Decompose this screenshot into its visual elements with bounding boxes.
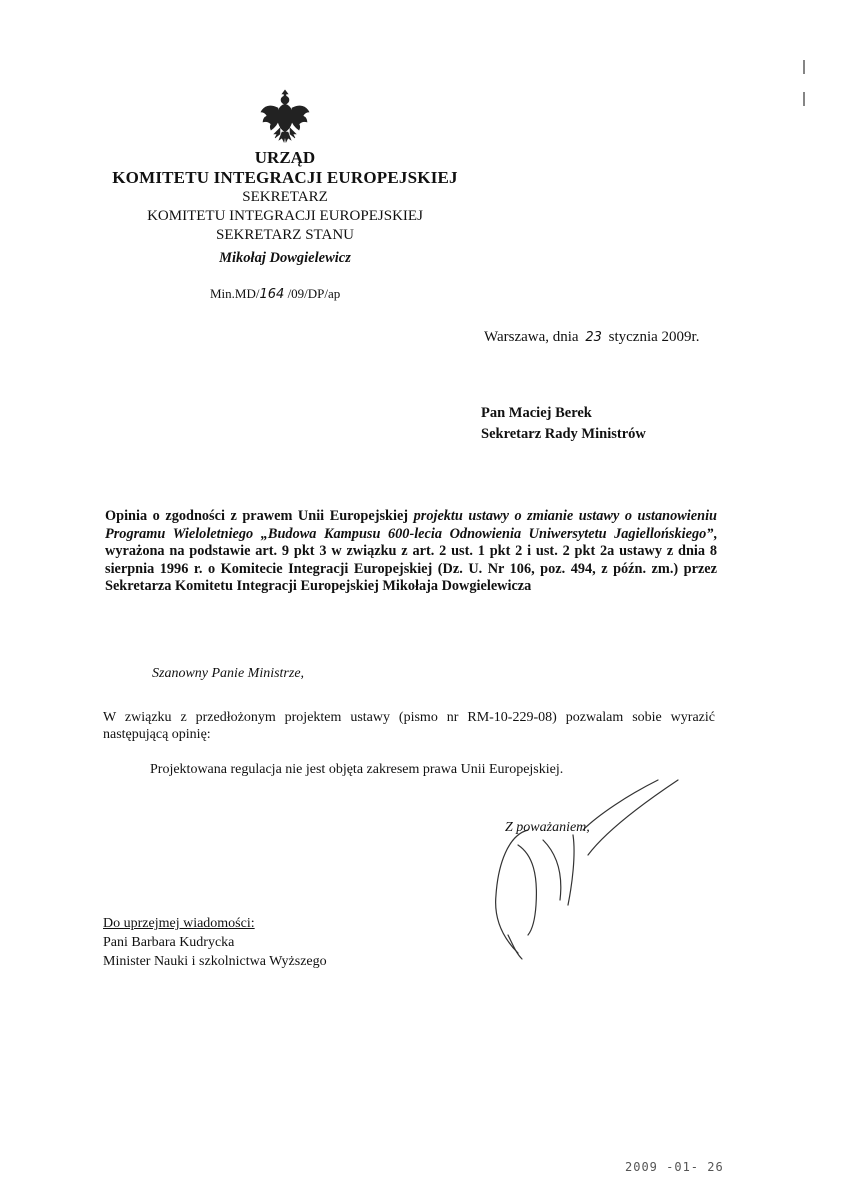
header-signatory-name: Mikołaj Dowgielewicz — [219, 250, 351, 266]
header-line-secretary: SEKRETARZ — [242, 189, 328, 205]
date-day: 23 — [585, 330, 602, 345]
reference-handwritten-number: 164 — [259, 287, 285, 302]
receipt-stamp-date: 2009 -01- 26 — [625, 1160, 724, 1174]
header-line-office: URZĄD — [254, 148, 316, 167]
addressee-block — [481, 403, 646, 445]
polish-eagle-emblem-icon — [258, 88, 312, 144]
cc-block — [103, 914, 327, 971]
letter-date — [484, 329, 699, 346]
cc-recipient-title: Minister Nauki i szkolnictwa Wyższego — [103, 954, 327, 969]
date-suffix: stycznia 2009r. — [608, 329, 700, 345]
subject-part-2-italic: projektu ustawy o zmianie ustawy o ustanowieniu Programu Wieloletniego „Budowa Kampusu 600-lecia Odnowienia Uniwersytetu Jagiellońskiego” — [105, 508, 717, 542]
opinion-statement: Projektowana regulacja nie jest objęta zakresem prawa Unii Europejskiej. — [150, 762, 564, 777]
letterhead — [90, 88, 480, 268]
handwritten-signature — [488, 775, 688, 965]
reference-number — [210, 286, 340, 302]
header-line-committee: KOMITETU INTEGRACJI EUROPEJSKIEJ — [112, 168, 458, 187]
cc-heading: Do uprzejmej wiadomości: — [103, 916, 255, 931]
subject-part-1: Opinia o zgodności z prawem Unii Europejskiej — [105, 508, 414, 524]
subject-part-3: , wyrażona na podstawie art. 9 pkt 3 w związku z art. 2 ust. 1 pkt 2 i ust. 2 pkt 2a ustawy z dnia 8 sierpnia 1996 r. o Komitecie Integracji Europejskiej (Dz. U. Nr 106, poz. 494, z późn. zm.) przez Sekretarza Komitetu Integracji Europejskiej Mikołaja Dowgielewicza — [105, 525, 717, 595]
cc-recipient-name: Pani Barbara Kudrycka — [103, 935, 235, 950]
reference-suffix: /09/DP/ap — [284, 286, 341, 301]
letter-subject — [105, 508, 717, 596]
margin-marks — [800, 60, 810, 110]
addressee-name: Pan Maciej Berek — [481, 405, 592, 421]
salutation: Szanowny Panie Ministrze, — [152, 666, 305, 681]
body-paragraph: W związku z przedłożonym projektem ustawy (pismo nr RM-10-229-08) pozwalam sobie wyrazić następującą opinię: — [103, 710, 715, 742]
date-prefix: Warszawa, dnia — [484, 329, 579, 345]
closing-phrase: Z poważaniem, — [505, 820, 590, 835]
addressee-title: Sekretarz Rady Ministrów — [481, 426, 646, 442]
header-line-committee-2: KOMITETU INTEGRACJI EUROPEJSKIEJ — [147, 208, 423, 224]
header-line-state-secretary: SEKRETARZ STANU — [215, 227, 355, 243]
reference-prefix: Min.MD/ — [210, 286, 260, 301]
